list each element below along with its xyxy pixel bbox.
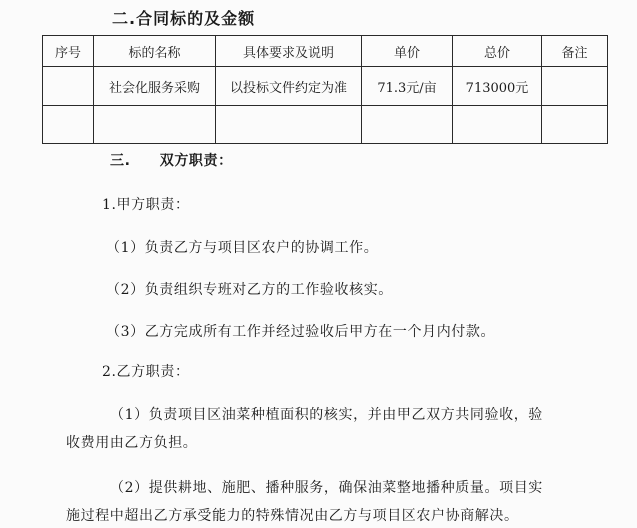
section-title-contract-subject: 二.合同标的及金额 xyxy=(112,9,256,28)
party-a-item-3: （3）乙方完成所有工作并经过验收后甲方在一个月内付款。 xyxy=(106,324,496,340)
header-cell-index: 序号 xyxy=(43,36,94,67)
table-cell xyxy=(542,106,608,144)
section-title-responsibilities: 三. 双方职责： xyxy=(110,153,233,169)
table-cell: 71.3元/亩 xyxy=(362,67,453,106)
table-cell: 以投标文件约定为准 xyxy=(216,67,362,106)
header-cell-unit-price: 单价 xyxy=(362,36,453,67)
party-a-item-2: （2）负责组织专班对乙方的工作验收核实。 xyxy=(106,282,393,298)
party-b-item-1-line-2: 收费用由乙方负担。 xyxy=(66,435,198,451)
party-b-item-2-line-2: 施过程中超出乙方承受能力的特殊情况由乙方与项目区农户协商解决。 xyxy=(66,508,519,524)
table-cell: 社会化服务采购 xyxy=(94,67,216,106)
table-row xyxy=(43,67,608,106)
party-b-heading: 2.乙方职责： xyxy=(102,364,190,380)
party-a-item-1: （1）负责乙方与项目区农户的协调工作。 xyxy=(106,240,379,256)
table-cell: 713000元 xyxy=(453,67,542,106)
party-b-item-2-line-1: （2）提供耕地、施肥、播种服务，确保油菜整地播种质量。项目实 xyxy=(110,480,543,496)
header-cell-total-price: 总价 xyxy=(453,36,542,67)
table-row xyxy=(43,106,608,144)
party-b-item-1-line-1: （1）负责项目区油菜种植面积的核实，并由甲乙双方共同验收，验 xyxy=(110,407,543,423)
header-cell-requirements: 具体要求及说明 xyxy=(216,36,362,67)
table-cell xyxy=(216,106,362,144)
party-a-heading: 1.甲方职责： xyxy=(102,197,190,213)
table-cell xyxy=(453,106,542,144)
table-cell xyxy=(94,106,216,144)
table-cell xyxy=(362,106,453,144)
header-cell-remarks: 备注 xyxy=(542,36,608,67)
header-cell-item-name: 标的名称 xyxy=(94,36,216,67)
table-cell xyxy=(43,106,94,144)
contract-table xyxy=(42,35,608,144)
table-cell xyxy=(43,67,94,106)
table-header-row xyxy=(43,36,608,67)
table-cell xyxy=(542,67,608,106)
